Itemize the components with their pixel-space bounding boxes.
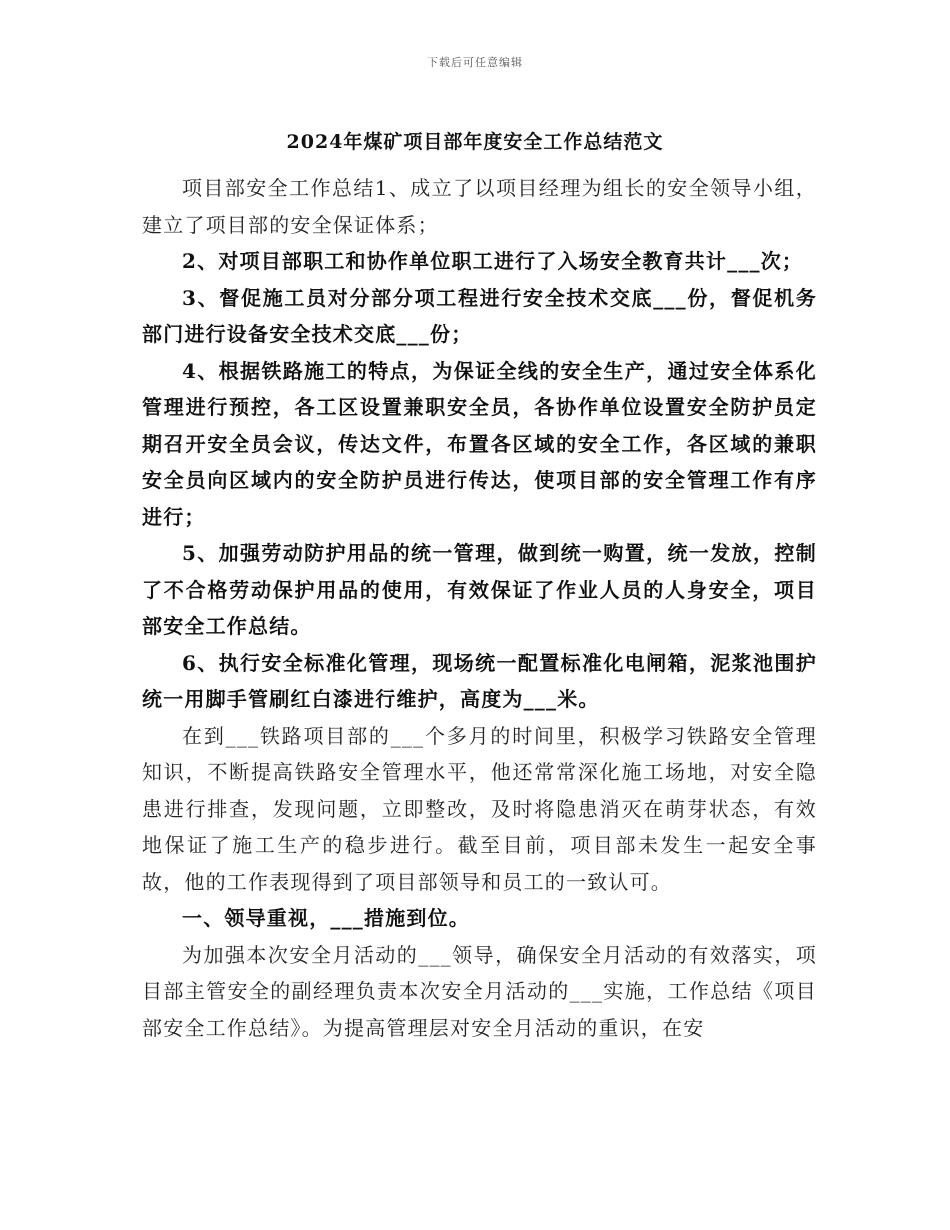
- document-title: 2024年煤矿项目部年度安全工作总结范文: [286, 131, 664, 153]
- paragraph: 为加强本次安全月活动的___领导，确保安全月活动的有效落实，项目部主管安全的副经理负责本次安全月活动的___实施，工作总结《项目部安全工作总结》。为提高管理层对安全月活动的重识，在安: [142, 942, 817, 1040]
- header-note: 下载后可任意编辑: [427, 56, 523, 69]
- paragraph: 项目部安全工作总结1、成立了以项目经理为组长的安全领导小组，建立了项目部的安全保证体系；: [142, 176, 817, 237]
- paragraph: 5、加强劳动防护用品的统一管理，做到统一购置，统一发放，控制了不合格劳动保护用品的使用，有效保证了作业人员的人身安全，项目部安全工作总结。: [142, 541, 817, 638]
- section-heading: 一、领导重视，___措施到位。: [182, 906, 470, 930]
- paragraph: 6、执行安全标准化管理，现场统一配置标准化电闸箱，泥浆池围护统一用脚手管刷红白漆进行维护，高度为___米。: [142, 650, 817, 711]
- paragraph: 在到___铁路项目部的___个多月的时间里，积极学习铁路安全管理知识，不断提高铁路安全管理水平，他还常常深化施工场地，对安全隐患进行排查，发现问题，立即整改，及时将隐患消灭在萌芽状态，有效地保证了施工生产的稳步进行。截至目前，项目部未发生一起安全事故，他的工作表现得到了项目部领导和员工的一致认可。: [142, 723, 817, 894]
- paragraph: 3、督促施工员对分部分项工程进行安全技术交底___份，督促机务部门进行设备安全技术交底___份；: [142, 285, 817, 346]
- document-body: [142, 170, 817, 1046]
- paragraph: 4、根据铁路施工的特点，为保证全线的安全生产，通过安全体系化管理进行预控，各工区设置兼职安全员，各协作单位设置安全防护员定期召开安全员会议，传达文件，布置各区域的安全工作，各区域的兼职安全员向区域内的安全防护员进行传达，使项目部的安全管理工作有序进行；: [142, 358, 817, 529]
- paragraph: 2、对项目部职工和协作单位职工进行了入场安全教育共计___次；: [182, 249, 804, 273]
